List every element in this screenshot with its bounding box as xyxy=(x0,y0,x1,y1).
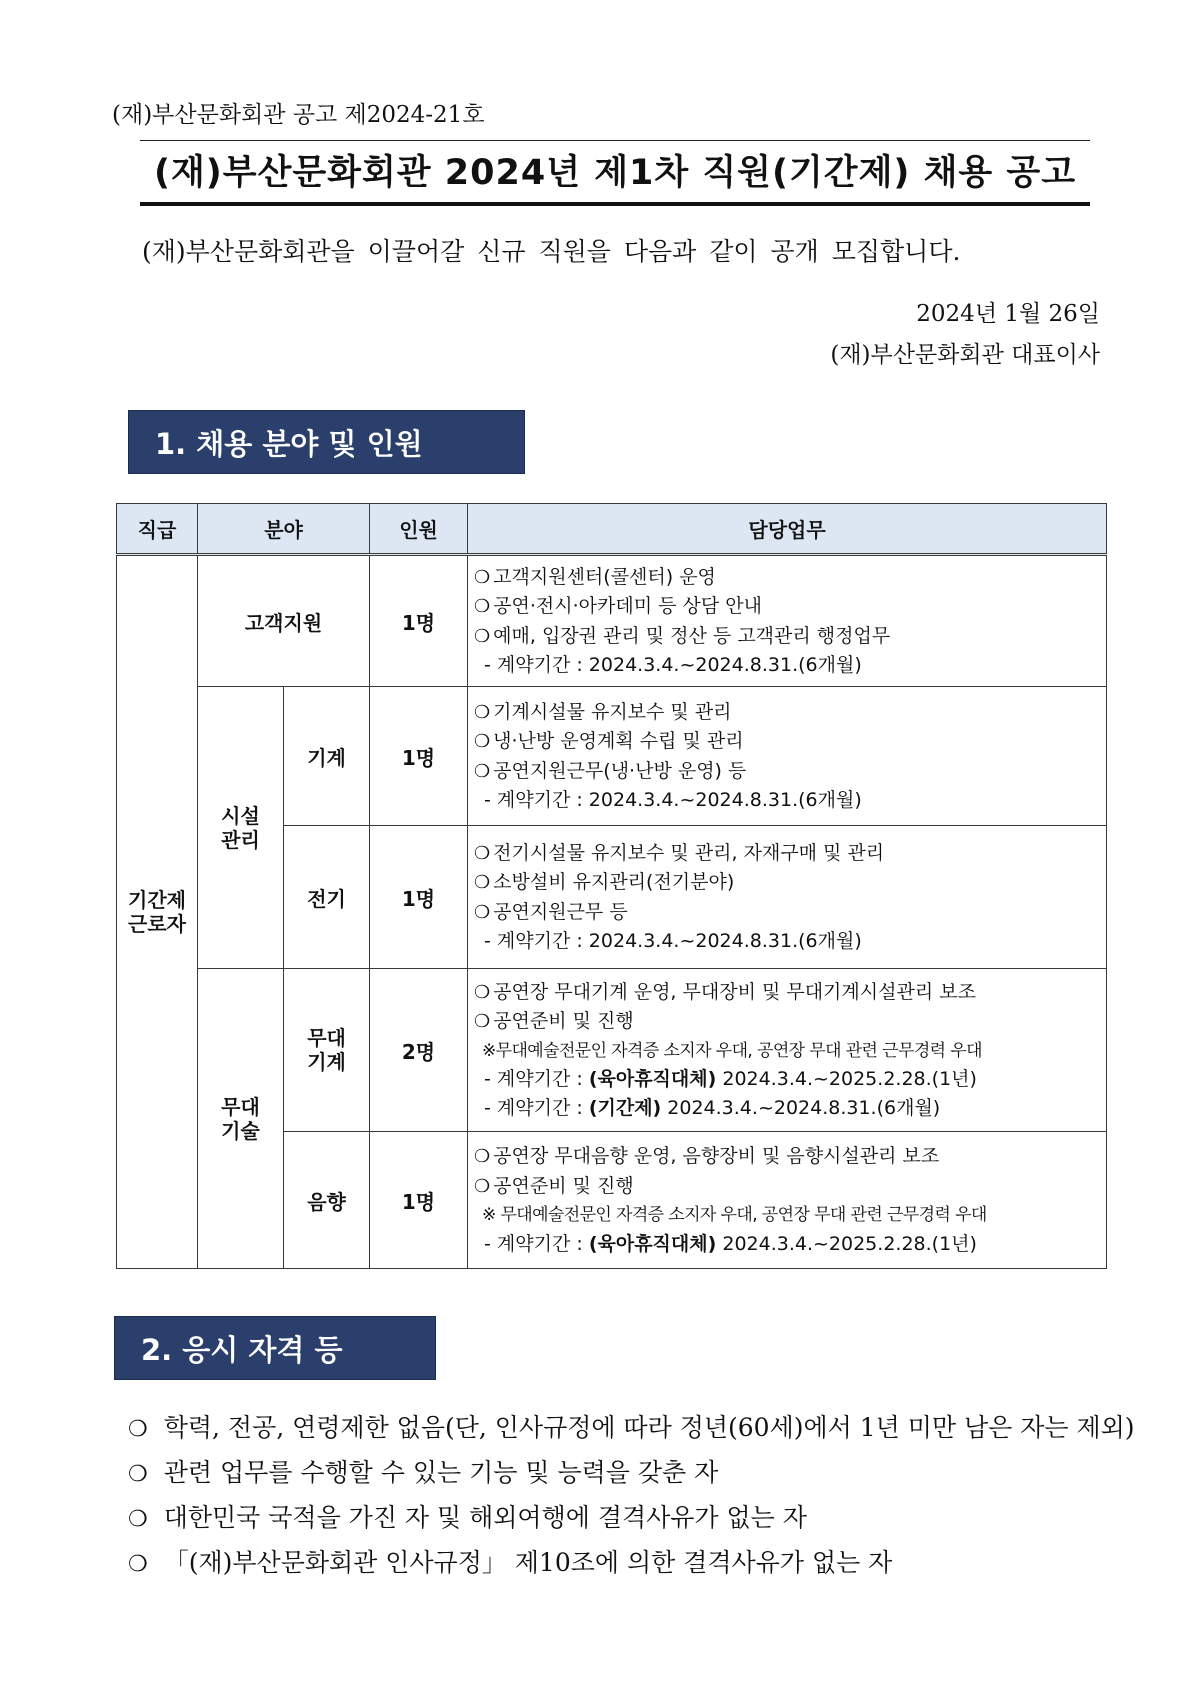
field-cell: 음향 xyxy=(284,1132,370,1269)
recruitment-table xyxy=(116,503,1107,1269)
page-title: (재)부산문화회관 2024년 제1차 직원(기간제) 채용 공고 xyxy=(153,153,1077,193)
issuer: (재)부산문화회관 대표이사 xyxy=(830,342,1100,368)
duties-cell: ❍ 공연장 무대기계 운영, 무대장비 및 무대기계시설관리 보조 ❍ 공연준비 및 진행 ※무대예술전문인 자격증 소지자 우대, 공연장 무대 관련 근무경력 우대 - 계약기간 : (육아휴직대체) 2024.3.4.~2025.2.28.(1년) - 계약기간 : (기간제) 2024.3.4.~2024.8.31.(6개월) xyxy=(468,969,1107,1132)
grade-cell: 기간제 근로자 xyxy=(117,555,198,1269)
title-top-rule xyxy=(140,140,1090,141)
field-cell: 고객지원 xyxy=(198,555,370,687)
duties-cell: ❍ 전기시설물 유지보수 및 관리, 자재구매 및 관리 ❍ 소방설비 유지관리(전기분야) ❍ 공연지원근무 등 - 계약기간 : 2024.3.4.~2024.8.31.(6개월) xyxy=(468,826,1107,969)
notice-number: (재)부산문화회관 공고 제2024-21호 xyxy=(112,102,485,128)
notice-date: 2024년 1월 26일 xyxy=(916,301,1100,327)
count-cell: 2명 xyxy=(370,969,468,1132)
preference-note: ※무대예술전문인 자격증 소지자 우대, 공연장 무대 관련 근무경력 우대 xyxy=(482,1040,982,1061)
count-cell: 1명 xyxy=(370,826,468,969)
col-header-field: 분야 xyxy=(198,504,370,555)
duties-cell: ❍ 공연장 무대음향 운영, 음향장비 및 음향시설관리 보조 ❍ 공연준비 및 진행 ※ 무대예술전문인 자격증 소지자 우대, 공연장 무대 관련 근무경력 우대 - 계약기간 : (육아휴직대체) 2024.3.4.~2025.2.28.(1년) xyxy=(468,1132,1107,1269)
title-bottom-rule xyxy=(140,202,1090,206)
col-header-duties: 담당업무 xyxy=(468,504,1107,555)
table-row xyxy=(117,969,1107,1132)
list-item: ❍ 「(재)부산문화회관 인사규정」 제10조에 의한 결격사유가 없는 자 xyxy=(128,1548,893,1577)
field-cell: 전기 xyxy=(284,826,370,969)
contract-period: - 계약기간 : 2024.3.4.~2024.8.31.(6개월) xyxy=(484,654,862,676)
preference-note: ※ 무대예술전문인 자격증 소지자 우대, 공연장 무대 관련 근무경력 우대 xyxy=(482,1205,987,1225)
table-row xyxy=(117,687,1107,826)
list-item: ❍ 관련 업무를 수행할 수 있는 기능 및 능력을 갖춘 자 xyxy=(128,1458,719,1487)
group-cell-stage: 무대 기술 xyxy=(198,969,284,1269)
bullet-circle-icon: ❍ xyxy=(128,1417,148,1442)
field-cell: 무대 기계 xyxy=(284,969,370,1132)
count-cell: 1명 xyxy=(370,1132,468,1269)
qualifications-list xyxy=(128,1408,1135,1588)
bullet-circle-icon: ❍ xyxy=(128,1462,148,1487)
intro-text: (재)부산문화회관을 이끌어갈 신규 직원을 다음과 같이 공개 모집합니다. xyxy=(142,237,961,266)
count-cell: 1명 xyxy=(370,687,468,826)
count-cell: 1명 xyxy=(370,555,468,687)
list-item: ❍ 학력, 전공, 연령제한 없음(단, 인사규정에 따라 정년(60세)에서 1년 미만 남은 자는 제외) xyxy=(128,1413,1135,1442)
duties-cell: ❍ 고객지원센터(콜센터) 운영 ❍ 공연·전시·아카데미 등 상담 안내 ❍ 예매, 입장권 관리 및 정산 등 고객관리 행정업무 - 계약기간 : 2024.3.4.~2024.8.31.(6개월) xyxy=(468,555,1107,687)
section-2-heading: 2. 응시 자격 등 xyxy=(114,1316,436,1380)
bullet-circle-icon: ❍ xyxy=(128,1552,148,1577)
contract-period: - 계약기간 : 2024.3.4.~2024.8.31.(6개월) xyxy=(484,930,862,952)
field-cell: 기계 xyxy=(284,687,370,826)
col-header-grade: 직급 xyxy=(117,504,198,555)
table-header-row xyxy=(117,504,1107,555)
bullet-circle-icon: ❍ xyxy=(128,1507,148,1532)
table-row xyxy=(117,555,1107,687)
contract-period: - 계약기간 : (육아휴직대체) 2024.3.4.~2025.2.28.(1년) xyxy=(484,1232,977,1255)
contract-period: - 계약기간 : 2024.3.4.~2024.8.31.(6개월) xyxy=(484,789,862,811)
duties-cell: ❍ 기계시설물 유지보수 및 관리 ❍ 냉·난방 운영계획 수립 및 관리 ❍ 공연지원근무(냉·난방 운영) 등 - 계약기간 : 2024.3.4.~2024.8.31.(6개월) xyxy=(468,687,1107,826)
group-cell-facility: 시설 관리 xyxy=(198,687,284,969)
list-item: ❍ 대한민국 국적을 가진 자 및 해외여행에 결격사유가 없는 자 xyxy=(128,1503,807,1532)
contract-period: - 계약기간 : (육아휴직대체) 2024.3.4.~2025.2.28.(1년) xyxy=(484,1068,977,1091)
contract-period: - 계약기간 : (기간제) 2024.3.4.~2024.8.31.(6개월) xyxy=(484,1096,941,1119)
section-1-heading: 1. 채용 분야 및 인원 xyxy=(128,410,525,474)
col-header-count: 인원 xyxy=(370,504,468,555)
